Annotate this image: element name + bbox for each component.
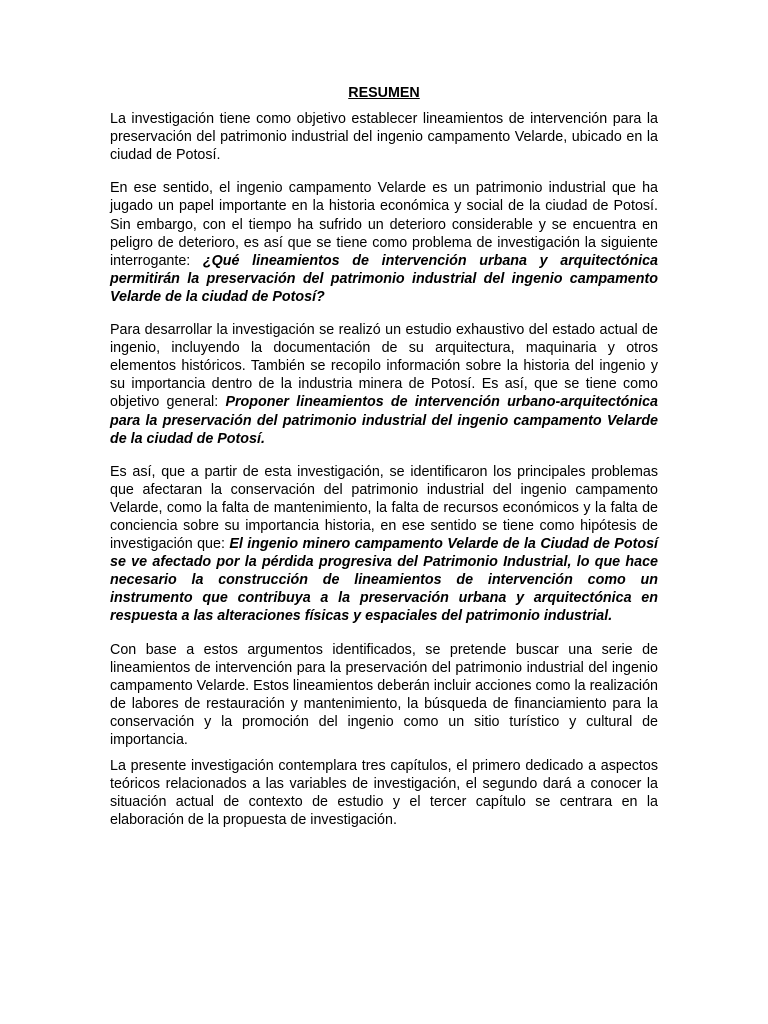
paragraph-text: La presente investigación contemplara tres capítulos, el primero dedicado a aspectos teóricos relacionados a las variables de investigación, el segundo dará a conocer la situación actual de contexto de estudio y el tercer capítulo se centrara en la elaboración de la propuesta de investigación.: [110, 758, 658, 829]
paragraph-guidelines: [110, 641, 658, 750]
hypothesis: El ingenio minero campamento Velarde de la Ciudad de Potosí se ve afectado por la pérdida progresiva del Patrimonio Industrial, lo que hace necesario la construcción de lineamientos de intervención como un instrumento que contribuya a la preservación urbana y arquitectónica en respuesta a las alteraciones físicas y espaciales del patrimonio industrial.: [110, 536, 658, 625]
paragraph-text: Para desarrollar la investigación se realizó un estudio exhaustivo del estado actual de ingenio, incluyendo la documentación de su arquitectura, maquinaria y otros elementos históricos. También se recopilo información sobre la historia del ingenio y su importancia dentro de la industria minera de Potosí. Es así, que se tiene como objetivo general:: [110, 322, 658, 411]
page-title: RESUMEN: [348, 85, 420, 101]
general-objective: Proponer lineamientos de intervención urbano-arquitectónica para la preservación del patrimonio industrial del ingenio campamento Velarde de la ciudad de Potosí.: [110, 394, 659, 447]
paragraph-text: Con base a estos argumentos identificados, se pretende buscar una serie de lineamientos de intervención para la preservación del patrimonio industrial del ingenio campamento Velarde. Estos lineamientos deberán incluir acciones como la realización de labores de restauración y mantenimiento, la búsqueda de financiamiento para la conservación y la promoción del ingenio como un sitio turístico y cultural de importancia.: [110, 641, 658, 748]
paragraph-problem: [110, 179, 658, 306]
paragraph-text: La investigación tiene como objetivo establecer lineamientos de intervención para la preservación del patrimonio industrial del ingenio campamento Velarde, ubicado en la ciudad de Potosí.: [110, 111, 658, 164]
research-question: ¿Qué lineamientos de intervención urbana y arquitectónica permitirán la preservación del patrimonio industrial del ingenio campamento Velarde de la ciudad de Potosí?: [110, 252, 658, 305]
paragraph-chapters: [110, 757, 658, 829]
paragraph-general-objective: [110, 321, 658, 448]
paragraph-objective: [110, 110, 658, 164]
paragraph-text: En ese sentido, el ingenio campamento Velarde es un patrimonio industrial que ha jugado un papel importante en la historia económica y social de la ciudad de Potosí. Sin embargo, con el tiempo ha sufrido un deterioro considerable y se encuentra en peligro de deterioro, es así que se tiene como problema de investigación la siguiente interrogante:: [110, 180, 658, 269]
paragraph-text: Es así, que a partir de esta investigación, se identificaron los principales problemas que afectaran la conservación del patrimonio industrial del ingenio campamento Velarde, como la falta de mantenimiento, la falta de recursos económicos y la falta de conciencia sobre su importancia historia, en ese sentido se tiene como hipótesis de investigación que:: [110, 463, 658, 553]
paragraph-hypothesis: [110, 463, 658, 626]
document-page: [110, 84, 658, 844]
